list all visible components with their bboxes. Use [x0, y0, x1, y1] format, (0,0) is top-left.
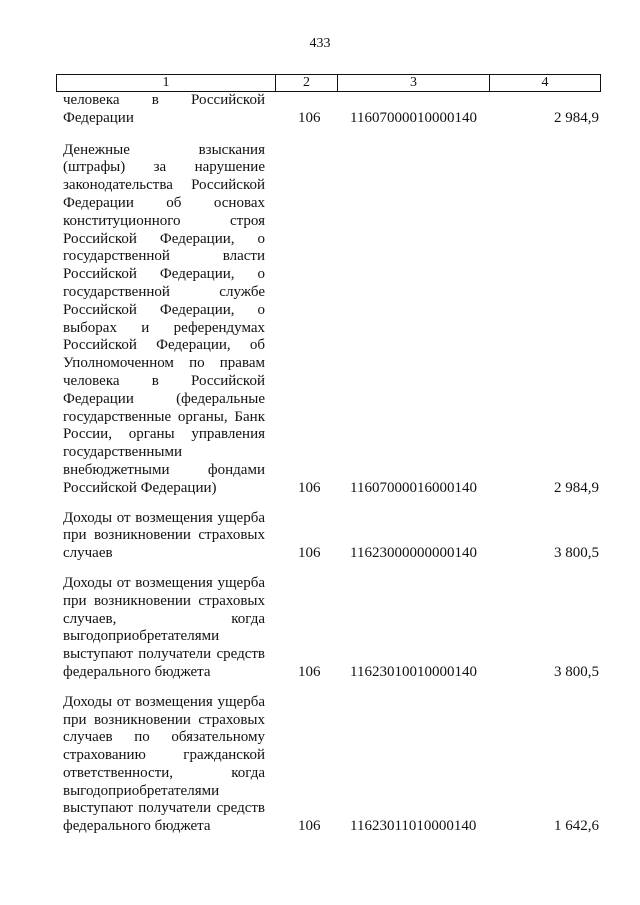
description-line: государственные органы, Банк	[63, 408, 265, 425]
description-line: страхованию гражданской	[63, 747, 265, 764]
description-line: случаев	[63, 545, 113, 562]
header-col-2: 2	[275, 75, 337, 91]
table-row	[0, 92, 640, 128]
description-line: Денежные взыскания	[63, 141, 265, 158]
row-amount: 2 984,9	[554, 479, 599, 496]
page-number: 433	[309, 36, 331, 51]
table-row	[0, 142, 640, 498]
description-line: ответственности, когда	[63, 764, 265, 781]
description-line: выгодоприобретателями	[63, 628, 220, 645]
row-kbk: 11607000016000140	[350, 479, 477, 496]
description-line: выступают получатели средств	[63, 800, 265, 817]
description-line: Доходы от возмещения ущерба	[63, 509, 265, 526]
table-header	[56, 74, 601, 92]
row-code: 106	[298, 109, 321, 126]
row-code: 106	[298, 545, 321, 562]
row-code: 106	[298, 663, 321, 680]
description-line: Уполномоченном по правам	[63, 355, 265, 372]
row-description	[63, 92, 265, 128]
header-col-1: 1	[162, 75, 170, 90]
row-kbk: 11623000000000140	[350, 545, 477, 562]
description-line: человека в Российской	[63, 372, 265, 389]
description-line: случаев, когда	[63, 610, 265, 627]
description-line: Федерации	[63, 109, 134, 126]
description-line: выборах и референдумах	[63, 319, 265, 336]
description-line: выступают получатели средств	[63, 646, 265, 663]
table-row	[0, 694, 640, 836]
description-line: государственными	[63, 444, 182, 461]
description-line: человека в Российской	[63, 92, 265, 108]
row-amount: 2 984,9	[554, 109, 599, 126]
row-kbk: 11623011010000140	[350, 818, 477, 835]
description-line: при возникновении страховых	[63, 592, 265, 609]
description-line: федерального бюджета	[63, 663, 211, 680]
description-line: Российской Федерации, о	[63, 230, 265, 247]
description-line: выгодоприобретателями	[63, 782, 220, 799]
row-kbk: 11607000010000140	[350, 109, 477, 126]
row-description	[63, 142, 265, 498]
description-line: Российской Федерации, об	[63, 337, 265, 354]
row-kbk: 11623010010000140	[350, 663, 477, 680]
table-row	[0, 510, 640, 563]
description-line: Российской Федерации, о	[63, 266, 265, 283]
table-row	[0, 575, 640, 682]
header-col-4: 4	[489, 75, 600, 91]
description-line: законодательства Российской	[63, 177, 265, 194]
description-line: федерального бюджета	[63, 818, 211, 835]
description-line: конституционного строя	[63, 212, 265, 229]
description-line: Доходы от возмещения ущерба	[63, 693, 265, 710]
row-code: 106	[298, 479, 321, 496]
description-line: Российской Федерации)	[63, 479, 217, 496]
description-line: (штрафы) за нарушение	[63, 159, 265, 176]
description-line: при возникновении страховых	[63, 527, 265, 544]
row-description	[63, 575, 265, 682]
description-line: Федерации (федеральные	[63, 390, 265, 407]
row-code: 106	[298, 818, 321, 835]
description-line: России, органы управления	[63, 426, 265, 443]
description-line: Российской Федерации, о	[63, 301, 265, 318]
row-amount: 3 800,5	[554, 663, 599, 680]
description-line: Доходы от возмещения ущерба	[63, 574, 265, 591]
header-col-3: 3	[337, 75, 489, 91]
description-line: при возникновении страховых	[63, 711, 265, 728]
row-description	[63, 694, 265, 836]
description-line: случаев по обязательному	[63, 729, 265, 746]
row-amount: 3 800,5	[554, 545, 599, 562]
row-description	[63, 510, 265, 563]
description-line: государственной власти	[63, 248, 265, 265]
row-amount: 1 642,6	[554, 818, 599, 835]
description-line: внебюджетными фондами	[63, 461, 265, 478]
description-line: Федерации об основах	[63, 194, 265, 211]
description-line: государственной службе	[63, 283, 265, 300]
table-body	[0, 92, 640, 836]
